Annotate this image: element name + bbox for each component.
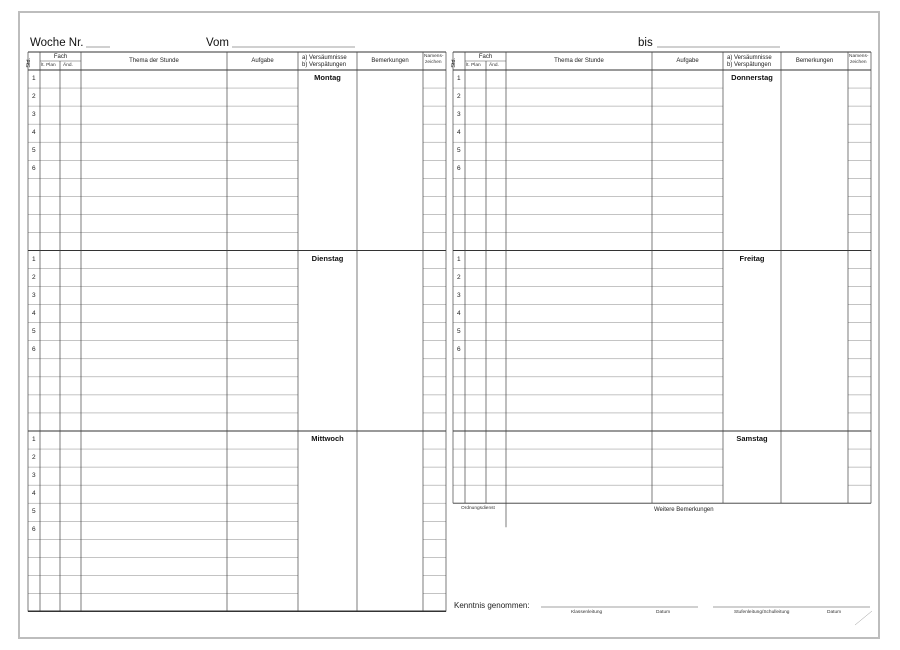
left-topic-header: Thema der Stunde xyxy=(129,58,179,64)
right-subject-plan-header: lt. Plan xyxy=(466,62,481,68)
left-lesson-number: 6 xyxy=(32,345,36,353)
left-lesson-number: 4 xyxy=(32,490,36,498)
right-lesson-number: 2 xyxy=(457,273,461,281)
left-lesson-number: 3 xyxy=(32,111,36,119)
left-lesson-number: 5 xyxy=(32,147,36,155)
left-lesson-number: 2 xyxy=(32,93,36,101)
right-topic-header: Thema der Stunde xyxy=(554,58,604,64)
further-remarks-label: Weitere Bemerkungen xyxy=(654,507,714,513)
date-label-1: Datum xyxy=(656,610,671,615)
right-lateness-header: b) Verspätungen xyxy=(727,62,772,68)
right-lesson-number: 1 xyxy=(457,75,461,82)
school-lead-label: Stufenleitung/Schulleitung xyxy=(734,610,790,615)
left-hour-header: Std. xyxy=(26,57,33,68)
right-hour-header: Std. xyxy=(451,57,458,68)
right-absences-header: a) Versäumnisse xyxy=(727,54,772,61)
right-day-0: Donnerstag xyxy=(731,73,773,82)
to-date-label: bis xyxy=(638,37,653,49)
right-lesson-number: 4 xyxy=(457,129,461,137)
right-lesson-number: 5 xyxy=(457,147,461,155)
left-lesson-number: 3 xyxy=(32,291,36,299)
right-day-2: Samstag xyxy=(736,434,768,443)
right-day-1: Freitag xyxy=(739,253,765,263)
right-subject-change-header: Änd. xyxy=(489,62,499,68)
right-remarks-header: Bemerkungen xyxy=(795,58,834,64)
duty-label: Ordnungsdienst xyxy=(461,506,495,511)
right-lesson-number: 6 xyxy=(457,165,461,173)
right-initials-header-1: Namens- xyxy=(849,53,869,59)
acknowledged-label: Kenntnis genommen: xyxy=(454,601,530,610)
corner-mark xyxy=(855,611,872,625)
week-number-label: Woche Nr. xyxy=(30,37,84,49)
left-lesson-number: 5 xyxy=(32,327,36,335)
left-initials-header-1: Namens- xyxy=(424,53,444,59)
left-lesson-number: 2 xyxy=(32,273,36,281)
left-day-1: Dienstag xyxy=(311,253,344,263)
right-lesson-number: 6 xyxy=(457,345,461,353)
left-lesson-number: 3 xyxy=(32,472,36,480)
left-lesson-number: 6 xyxy=(32,526,36,534)
left-lesson-number: 6 xyxy=(32,165,36,173)
left-lesson-number: 1 xyxy=(32,255,36,263)
left-lesson-number: 4 xyxy=(32,309,36,317)
right-lesson-number: 3 xyxy=(457,111,461,119)
right-lesson-number: 5 xyxy=(457,327,461,335)
date-label-2: Datum xyxy=(827,610,842,615)
left-day-0: Montag xyxy=(314,73,341,82)
left-day-2: Mittwoch xyxy=(311,434,344,443)
left-subject-plan-header: lt. Plan xyxy=(41,62,56,68)
class-lead-label: Klassenleitung xyxy=(571,610,603,615)
left-lesson-number: 5 xyxy=(32,508,36,516)
left-task-header: Aufgabe xyxy=(251,58,274,64)
left-lesson-number: 1 xyxy=(32,436,36,443)
right-lesson-number: 2 xyxy=(457,93,461,101)
left-subject-change-header: Änd. xyxy=(63,62,73,68)
right-lesson-number: 3 xyxy=(457,291,461,299)
from-date-label: Vom xyxy=(206,37,230,49)
left-remarks-header: Bemerkungen xyxy=(371,58,409,64)
left-lesson-number: 1 xyxy=(32,75,36,82)
left-lesson-number: 4 xyxy=(32,129,36,137)
right-task-header: Aufgabe xyxy=(676,58,699,64)
left-lesson-number: 2 xyxy=(32,454,36,462)
right-initials-header-2: zeichen xyxy=(850,60,867,65)
right-subject-header: Fach xyxy=(478,53,493,60)
left-absences-header: a) Versäumnisse xyxy=(302,54,347,61)
right-lesson-number: 4 xyxy=(457,309,461,317)
left-subject-header: Fach xyxy=(53,53,68,60)
left-initials-header-2: zeichen xyxy=(425,60,442,65)
left-lateness-header: b) Verspätungen xyxy=(302,62,347,68)
right-lesson-number: 1 xyxy=(457,255,461,263)
